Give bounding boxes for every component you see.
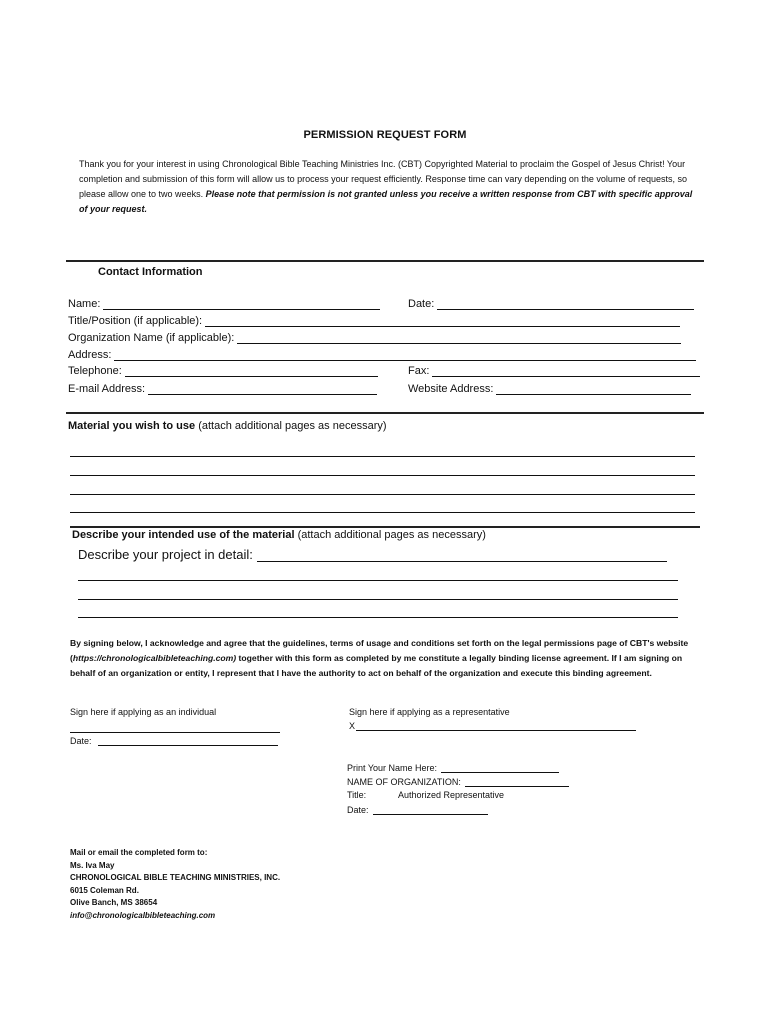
project-detail-input-line[interactable] [257,548,667,562]
section-divider [70,526,700,528]
email-field[interactable] [68,383,377,395]
intended-use-heading-note: (attach additional pages as necessary) [294,529,486,541]
material-line-2[interactable] [70,475,695,476]
rep-date-field[interactable] [347,805,488,815]
individual-signature-line[interactable] [70,732,280,733]
telephone-field[interactable] [68,365,378,377]
name-label: Name: [68,298,101,310]
telephone-label: Telephone: [68,365,122,377]
intended-use-heading [72,529,486,541]
mailing-street: 6015 Coleman Rd. [70,885,139,895]
project-line-4[interactable] [78,617,678,618]
individual-date-label: Date: [70,736,92,746]
organization-name-input-line[interactable] [465,777,569,787]
telephone-input-line[interactable] [125,365,378,377]
intended-use-heading-bold: Describe your intended use of the material [72,529,295,541]
website-input-line[interactable] [496,383,691,395]
print-name-input-line[interactable] [441,763,559,773]
website-field[interactable] [408,383,691,395]
material-heading-note: (attach additional pages as necessary) [195,420,387,432]
website-label: Website Address: [408,383,494,395]
consent-paragraph [70,636,700,681]
organization-field[interactable] [68,332,681,344]
date-label: Date: [408,298,435,310]
rep-title-value: Authorized Representative [398,790,505,800]
mailing-organization: CHRONOLOGICAL BIBLE TEACHING MINISTRIES, INC. [70,873,281,882]
mailing-recipient: Ms. Iva May [70,860,115,870]
form-title: PERMISSION REQUEST FORM [303,129,467,141]
email-input-line[interactable] [148,383,377,395]
consent-text-1: By signing below, I acknowledge and agree that the guidelines, terms of usage and conditions set forth on the legal permissions page of CBT's website ( [70,638,689,663]
material-heading-bold: Material you wish to use [68,420,196,432]
mailing-email: info@chronologicalbibleteaching.com [70,910,216,920]
address-label: Address: [68,349,112,361]
individual-date-field[interactable] [70,736,278,746]
name-input-line[interactable] [103,298,380,310]
material-line-3[interactable] [70,494,695,495]
material-heading [68,420,387,432]
representative-signature-line[interactable] [356,721,636,731]
material-line-1[interactable] [70,456,695,457]
project-line-3[interactable] [78,599,678,600]
mailing-city: Olive Banch, MS 38654 [70,898,158,907]
consent-text-2: together with this form as completed by me constitute a legally binding license agreement. If I am signing on behalf of an organization or entity, I represent that I have the authority to act on behalf of the organization and execute this binding agreement. [70,653,683,678]
contact-heading: Contact Information [98,266,203,278]
email-label: E-mail Address: [68,383,146,395]
organization-label: Organization Name (if applicable): [68,332,235,344]
organization-name-field[interactable] [347,777,569,787]
project-detail-label: Describe your project in detail: [78,547,253,562]
date-field[interactable] [408,298,694,310]
title-position-field[interactable] [68,315,680,327]
name-field[interactable] [68,298,380,310]
address-input-line[interactable] [114,349,696,361]
fax-field[interactable] [408,365,700,377]
mailing-heading: Mail or email the completed form to: [70,848,208,857]
fax-input-line[interactable] [432,365,700,377]
intro-note: Please note that permission is not granted unless you receive a written response from CBT with specific approval of your request. [79,189,693,214]
project-detail-field[interactable] [78,547,667,562]
mailing-info [70,847,280,922]
print-name-label: Print Your Name Here: [347,763,438,773]
individual-date-input-line[interactable] [98,736,278,746]
individual-sign-label: Sign here if applying as an individual [70,707,217,717]
consent-url: https://chronologicalbibleteaching.com) [72,653,237,663]
fax-label: Fax: [408,365,430,377]
rep-date-label: Date: [347,805,369,815]
organization-name-label: NAME OF ORGANIZATION: [347,777,461,787]
material-line-4[interactable] [70,512,695,513]
x-mark: X [349,721,356,731]
print-name-field[interactable] [347,763,559,773]
representative-signature-field[interactable] [349,721,636,731]
date-input-line[interactable] [437,298,694,310]
section-divider [66,260,704,262]
organization-input-line[interactable] [237,332,681,344]
title-position-input-line[interactable] [205,315,680,327]
title-position-label: Title/Position (if applicable): [68,315,203,327]
intro-text: Thank you for your interest in using Chronological Bible Teaching Ministries Inc. (CBT) Copyrighted Material to proclaim the Gospel of Jesus Christ! Your completion and submission of this form will allow us to process your request efficiently. Response time can vary depending on the volume of requests, so please allow one to two weeks. [79,159,687,199]
intro-paragraph [79,157,699,217]
project-line-2[interactable] [78,580,678,581]
address-field[interactable] [68,349,696,361]
rep-date-input-line[interactable] [373,805,488,815]
representative-sign-label: Sign here if applying as a representative [349,707,510,717]
rep-title-label: Title: [347,790,367,800]
section-divider [66,412,704,414]
